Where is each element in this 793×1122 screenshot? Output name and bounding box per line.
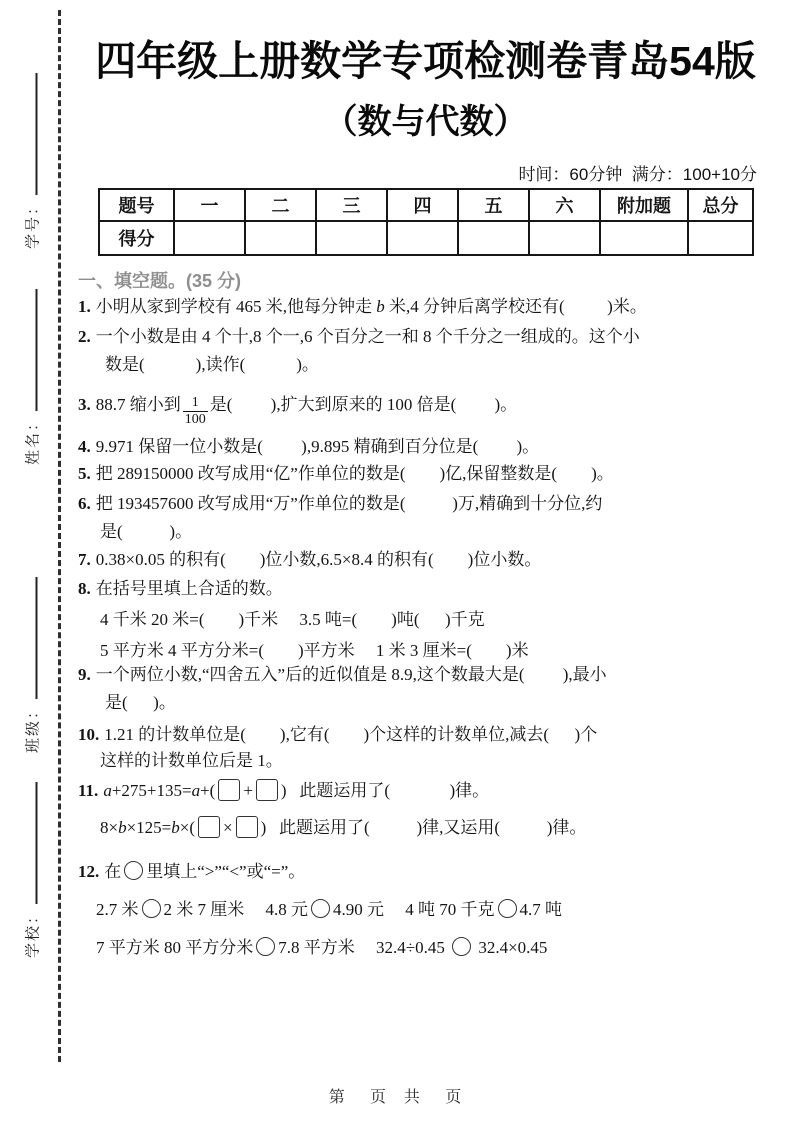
- page-title: 四年级上册数学专项检测卷青岛54版: [95, 38, 756, 84]
- question-number: 7.: [78, 550, 91, 569]
- score-table-header-row: [99, 189, 753, 221]
- answer-box: [236, 816, 258, 838]
- question-text: 9.971 保留一位小数是( ),9.895 精确到百分位是( )。: [95, 437, 540, 456]
- compare-circle: [142, 899, 161, 918]
- question-text: a+275+135=a+( + ) 此题运用了( )律。: [103, 781, 490, 800]
- question-number: 1.: [78, 297, 91, 316]
- question-text: 在括号里填上合适的数。: [95, 579, 283, 598]
- question-2: [78, 323, 770, 379]
- question-line: [78, 853, 770, 891]
- student-id-fill-line: [36, 73, 38, 195]
- question-text: 2.7 米 2 米 7 厘米 4.8 元 4.90 元 4 吨 70 千克 4.7 吨: [96, 900, 562, 919]
- school-fill-line: [36, 782, 38, 904]
- exam-meta: 时间：60分钟 满分：100+10分: [518, 165, 757, 184]
- score-table-header-cell: 六: [529, 189, 600, 221]
- score-cell: [316, 221, 387, 255]
- score-row-label: 得分: [99, 221, 174, 255]
- question-10: [78, 722, 770, 774]
- fraction-one-hundredth: [183, 395, 208, 428]
- name-fill-line: [36, 289, 38, 411]
- question-text: 把 289150000 改写成用“亿”作单位的数是( )亿,保留整数是( )。: [95, 464, 614, 483]
- question-line: [78, 351, 770, 379]
- question-line: [78, 722, 770, 748]
- question-line: [78, 772, 770, 809]
- sidebar-field-name: [22, 289, 43, 465]
- question-text: 这样的计数单位后是 1。: [100, 751, 283, 770]
- question-5: [78, 459, 770, 488]
- question-line: [78, 518, 770, 546]
- fraction-numerator: 1: [183, 395, 208, 412]
- question-number: 2.: [78, 327, 91, 346]
- score-table-header-cell: 附加题: [600, 189, 688, 221]
- fraction-denominator: 100: [184, 412, 206, 427]
- question-7: [78, 545, 770, 574]
- question-line: [78, 573, 770, 604]
- question-line: [78, 809, 770, 846]
- question-text: 1.21 的计数单位是( ),它有( )个这样的计数单位,减去( )个: [104, 725, 598, 744]
- question-line: [78, 891, 770, 929]
- section-one-title: 一、填空题。(35 分): [78, 271, 242, 291]
- question-6: [78, 490, 770, 546]
- score-table-score-row: [99, 221, 753, 255]
- score-table-header-cell: 四: [387, 189, 458, 221]
- question-number: 3.: [78, 395, 91, 414]
- question-11: [78, 772, 770, 846]
- question-3: [78, 390, 770, 428]
- class-label: 班级：: [24, 701, 42, 754]
- question-9: [78, 661, 770, 717]
- sidebar-field-class: [22, 577, 43, 753]
- question-line: [78, 661, 770, 689]
- question-line: [78, 748, 770, 774]
- question-text: 0.38×0.05 的积有( )位小数,6.5×8.4 的积有( )位小数。: [95, 550, 542, 569]
- question-text: 8×b×125=b×( × ) 此题运用了( )律,又运用( )律。: [100, 818, 587, 837]
- margin-dashed-divider: [58, 10, 61, 1062]
- score-cell: [387, 221, 458, 255]
- score-table-header-cell: 二: [245, 189, 316, 221]
- answer-box: [198, 816, 220, 838]
- question-text: 是( )。: [105, 693, 176, 712]
- question-text: 把 193457600 改写成用“万”作单位的数是( )万,精确到十分位,约: [95, 494, 603, 513]
- score-table-header-cell: 五: [458, 189, 529, 221]
- compare-circle: [256, 937, 275, 956]
- page-subtitle: （数与代数）: [323, 103, 528, 141]
- question-text: 一个小数是由 4 个十,8 个一,6 个百分之一和 8 个千分之一组成的。这个小: [95, 327, 640, 346]
- question-text: 是( ),扩大到原来的 100 倍是( )。: [209, 395, 518, 414]
- question-text: 数是( ),读作( )。: [105, 355, 319, 374]
- question-line: [78, 929, 770, 967]
- question-4: [78, 432, 770, 461]
- question-line: [78, 323, 770, 351]
- question-line: [78, 604, 770, 635]
- score-cell: [245, 221, 316, 255]
- question-line: [78, 689, 770, 717]
- score-cell: [174, 221, 245, 255]
- class-fill-line: [36, 577, 38, 699]
- score-cell: [688, 221, 753, 255]
- question-number: 5.: [78, 464, 91, 483]
- score-cell: [600, 221, 688, 255]
- question-text: 88.7 缩小到: [95, 395, 181, 414]
- question-text: 是( )。: [100, 522, 193, 541]
- answer-box: [256, 779, 278, 801]
- question-text: 小明从家到学校有 465 米,他每分钟走 b 米,4 分钟后离学校还有( )米。: [95, 297, 647, 316]
- question-12: [78, 853, 770, 967]
- compare-circle: [452, 937, 471, 956]
- question-number: 4.: [78, 437, 91, 456]
- sidebar-field-school: [22, 782, 43, 958]
- question-number: 6.: [78, 494, 91, 513]
- question-number: 8.: [78, 579, 91, 598]
- score-table-header-cell: 题号: [99, 189, 174, 221]
- question-1: [78, 292, 770, 321]
- question-8: [78, 573, 770, 666]
- score-table: [98, 188, 754, 256]
- score-table-header-cell: 一: [174, 189, 245, 221]
- question-number: 10.: [78, 725, 100, 744]
- question-number: 11.: [78, 781, 99, 800]
- compare-circle: [311, 899, 330, 918]
- score-cell: [529, 221, 600, 255]
- name-label: 姓名：: [24, 413, 42, 466]
- question-text: 4 千米 20 米=( )千米 3.5 吨=( )吨( )千克: [100, 610, 485, 629]
- question-number: 9.: [78, 665, 91, 684]
- score-table-header-cell: 总分: [688, 189, 753, 221]
- compare-circle: [124, 861, 143, 880]
- question-text: 一个两位小数,“四舍五入”后的近似值是 8.9,这个数最大是( ),最小: [95, 665, 607, 684]
- sidebar-field-student-id: [22, 73, 43, 249]
- question-text: 5 平方米 4 平方分米=( )平方米 1 米 3 厘米=( )米: [100, 641, 529, 660]
- score-cell: [458, 221, 529, 255]
- question-text: 在 里填上“>”“<”或“=”。: [104, 862, 306, 881]
- student-id-label: 学号：: [24, 197, 42, 250]
- question-text: 7 平方米 80 平方分米 7.8 平方米 32.4÷0.45 32.4×0.45: [96, 938, 548, 957]
- compare-circle: [498, 899, 517, 918]
- school-label: 学校：: [24, 906, 42, 959]
- footer-page-indicator: 第 页 共 页: [328, 1089, 465, 1106]
- question-number: 12.: [78, 862, 100, 881]
- answer-box: [218, 779, 240, 801]
- score-table-header-cell: 三: [316, 189, 387, 221]
- question-line: [78, 490, 770, 518]
